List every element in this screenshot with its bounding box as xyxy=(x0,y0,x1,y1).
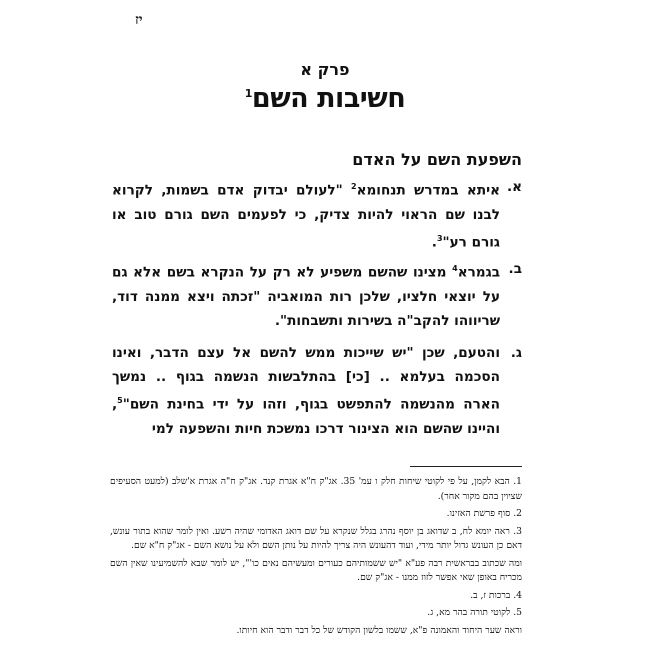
paragraph-text xyxy=(112,341,522,441)
paragraph-text-part: . xyxy=(431,234,437,251)
paragraph-marker: ג. xyxy=(510,345,522,361)
footnote: 5. לקוטי תורה בהר מא, ג. xyxy=(427,607,522,618)
footnotes xyxy=(110,475,522,641)
paragraph-text-part: , והיינו שהשם הוא הצינור דרכו נמשכת חיות והשפעה למי xyxy=(112,396,500,437)
footnote-ref: 5 xyxy=(117,396,123,405)
paragraph-b xyxy=(112,257,522,333)
paragraph-text xyxy=(112,257,522,333)
paragraph-a xyxy=(112,175,522,254)
paragraph-marker: ב. xyxy=(508,261,522,277)
footnote-ref: 4 xyxy=(452,264,458,273)
paragraph-marker: א. xyxy=(506,179,522,195)
footnote: 4. ברכות ז, ב. xyxy=(470,589,522,601)
footnote-ref: 3 xyxy=(436,233,443,243)
footnote-ref: 2 xyxy=(350,182,357,191)
paragraph-text-part: מצינו שהשם משפיע לא רק על הנקרא בשם אלא גם על יוצאי חלציו, שלכן רות המואביה "זכתה ויצא ממנה דוד, שריווהו להקב"ה בשירות ותשבחות". xyxy=(112,264,500,329)
chapter-label: פרק א xyxy=(300,60,350,79)
paragraph-text-part: איתא במדרש תנחומא xyxy=(356,182,501,199)
paragraph-text-part: והטעם, שכן "יש שייכות ממש להשם אל עצם הדבר, ואינו הסכמה בעלמא .. [כי] בהתלבשות הנשמה בגוף .. נמשך הארה מהנשמה להתפשט בגוף, וזהו על ידי בחינת השם" xyxy=(112,345,500,413)
footnote: 1. הבא לקמן, על פי לקוטי שיחות חלק ו עמ' 35. אג"ק ח"א אגרת קנד. אג"ק ח"ה אגרת א'שלב (למעט הסעיפים שציוין בהם מקור אחר). xyxy=(110,476,522,502)
section-heading: השפעת השם על האדם xyxy=(352,150,522,169)
chapter-title xyxy=(0,83,650,114)
footnote: וראה שער היחוד והאמונה פ"א, ששמו בלשון הקודש של כל דבר ודבר הוא חיותו. xyxy=(236,624,522,636)
footnote: 3. ראה יומא לח, ב שדואג בן יוסף נהרג בגלל שנקרא על שם דואג האדומי שהיה רשע. ואין לומר שהוא בתור עונש, דאם כן העונש גדול יותר מידי, ועוד דהעונש היה צריך להיות על נותן השם ולא על נושא השם - אג"ק ח"א שם. xyxy=(110,525,522,551)
chapter-title-footnote-ref: 1 xyxy=(244,87,252,100)
page-number: יז xyxy=(135,12,143,28)
paragraph-text xyxy=(112,175,522,254)
footnote: 2. סוף פרשת האזינו. xyxy=(446,508,522,519)
footnote-divider xyxy=(410,466,522,467)
chapter-title-text: חשיבות השם xyxy=(251,83,406,114)
paragraph-text-part: בגמרא xyxy=(457,264,500,281)
paragraph-c xyxy=(112,341,522,441)
paragraph-text-part: "לעולם יבדוק אדם בשמות, לקרוא לבנו שם הראוי להיות צדיק, כי לפעמים השם גורם טוב או גורם רע" xyxy=(112,182,500,251)
footnote: ומה שכתוב בבראשית רבה פע"א "יש ששמותיהם כעורים ומעשיהם נאים כו'", יש לומר שבא להשמיעינו שאין השם מכריח באופן שאי אפשר לזוז ממנו - אג"ק שם. xyxy=(110,557,522,583)
